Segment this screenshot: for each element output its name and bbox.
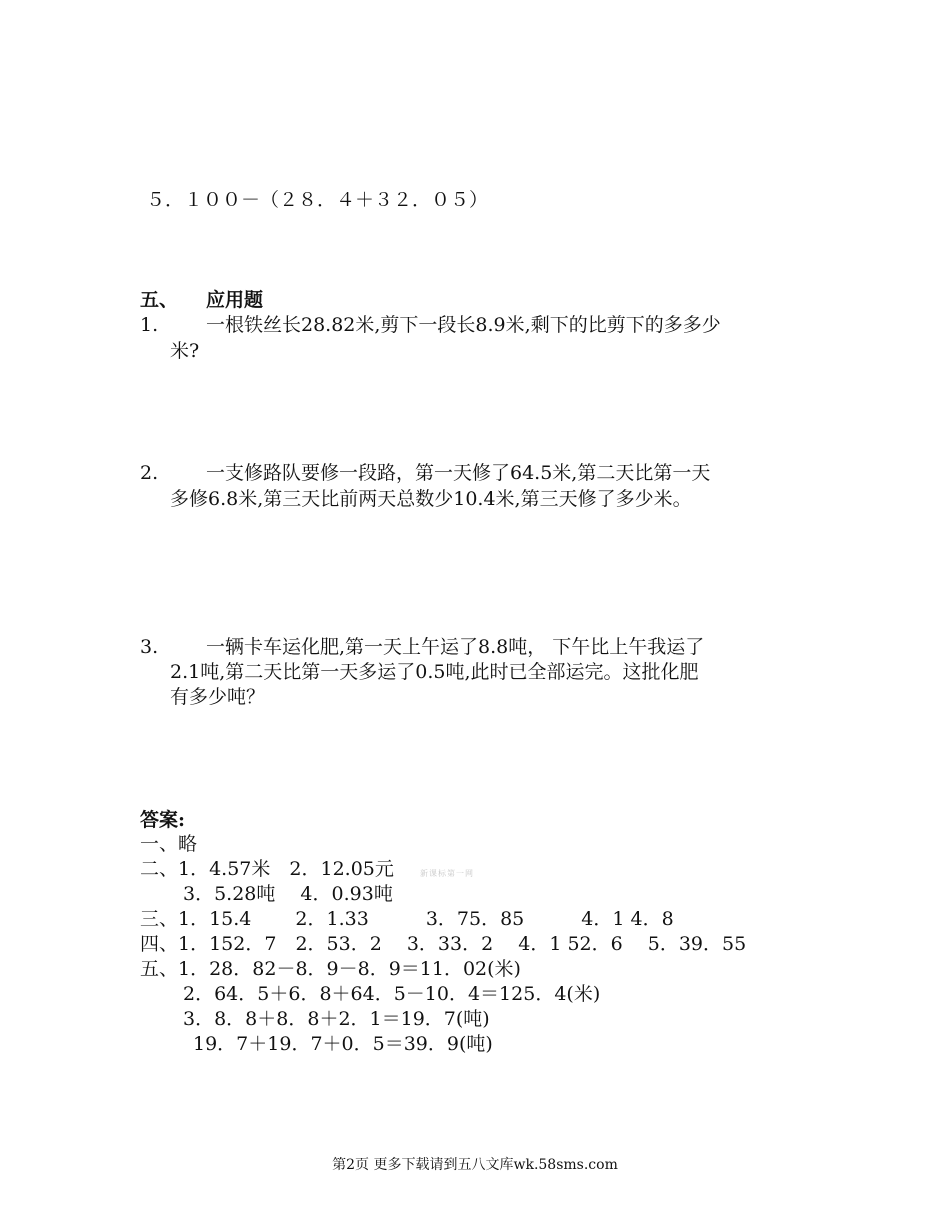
answer-line-6: 五、1．28．82－8．9－8．9＝11．02(米) xyxy=(140,958,521,980)
problem-2-number: 2. xyxy=(140,462,159,484)
section-five-title: 应用题 xyxy=(206,289,264,311)
section-five-number: 五、 xyxy=(140,289,179,311)
answer-line-8: 3．8．8＋8．8＋2．1＝19．7(吨) xyxy=(183,1008,490,1030)
answer-line-3: 3．5.28吨 4．0.93吨 xyxy=(183,883,393,905)
problem-2-line-2: 多修6.8米,第三天比前两天总数少10.4米,第三天修了多少米。 xyxy=(170,488,692,510)
page-footer: 第2页 更多下载请到五八文库wk.58sms.com xyxy=(332,1157,618,1173)
answer-line-4: 三、1．15.4 2．1.33 3．75．85 4．1 4．8 xyxy=(140,908,674,930)
answer-line-7: 2．64．5＋6．8＋64．5－10．4＝125．4(米) xyxy=(183,983,601,1005)
answer-line-9: 19．7＋19．7＋0．5＝39．9(吨) xyxy=(193,1033,493,1055)
watermark: 新课标第一网 xyxy=(420,869,474,878)
problem-3-line-3: 有多少吨？ xyxy=(170,686,266,708)
answers-title: 答案: xyxy=(140,809,186,831)
answer-line-5: 四、1．152．7 2．53．2 3．33．2 4．1 52．6 5．39．55 xyxy=(140,933,747,955)
calc-item-5: ５．１００－（２８．４＋３２．０５） xyxy=(146,189,489,211)
problem-3-number: 3. xyxy=(140,636,159,658)
problem-1-line-1: 一根铁丝长28.82米,剪下一段长8.9米,剩下的比剪下的多多少 xyxy=(206,314,721,336)
problem-3-line-1: 一辆卡车运化肥,第一天上午运了8.8吨， 下午比上午我运了 xyxy=(206,636,705,658)
problem-1-number: 1. xyxy=(140,314,159,336)
problem-2-line-1: 一支修路队要修一段路，第一天修了64.5米,第二天比第一天 xyxy=(206,462,711,484)
answer-line-1: 一、略 xyxy=(140,833,198,855)
problem-3-line-2: 2.1吨,第二天比第一天多运了0.5吨,此时已全部运完。这批化肥 xyxy=(170,661,699,683)
answer-line-2: 二、1．4.57米 2．12.05元 xyxy=(140,858,394,880)
problem-1-line-2: 米? xyxy=(170,340,200,362)
